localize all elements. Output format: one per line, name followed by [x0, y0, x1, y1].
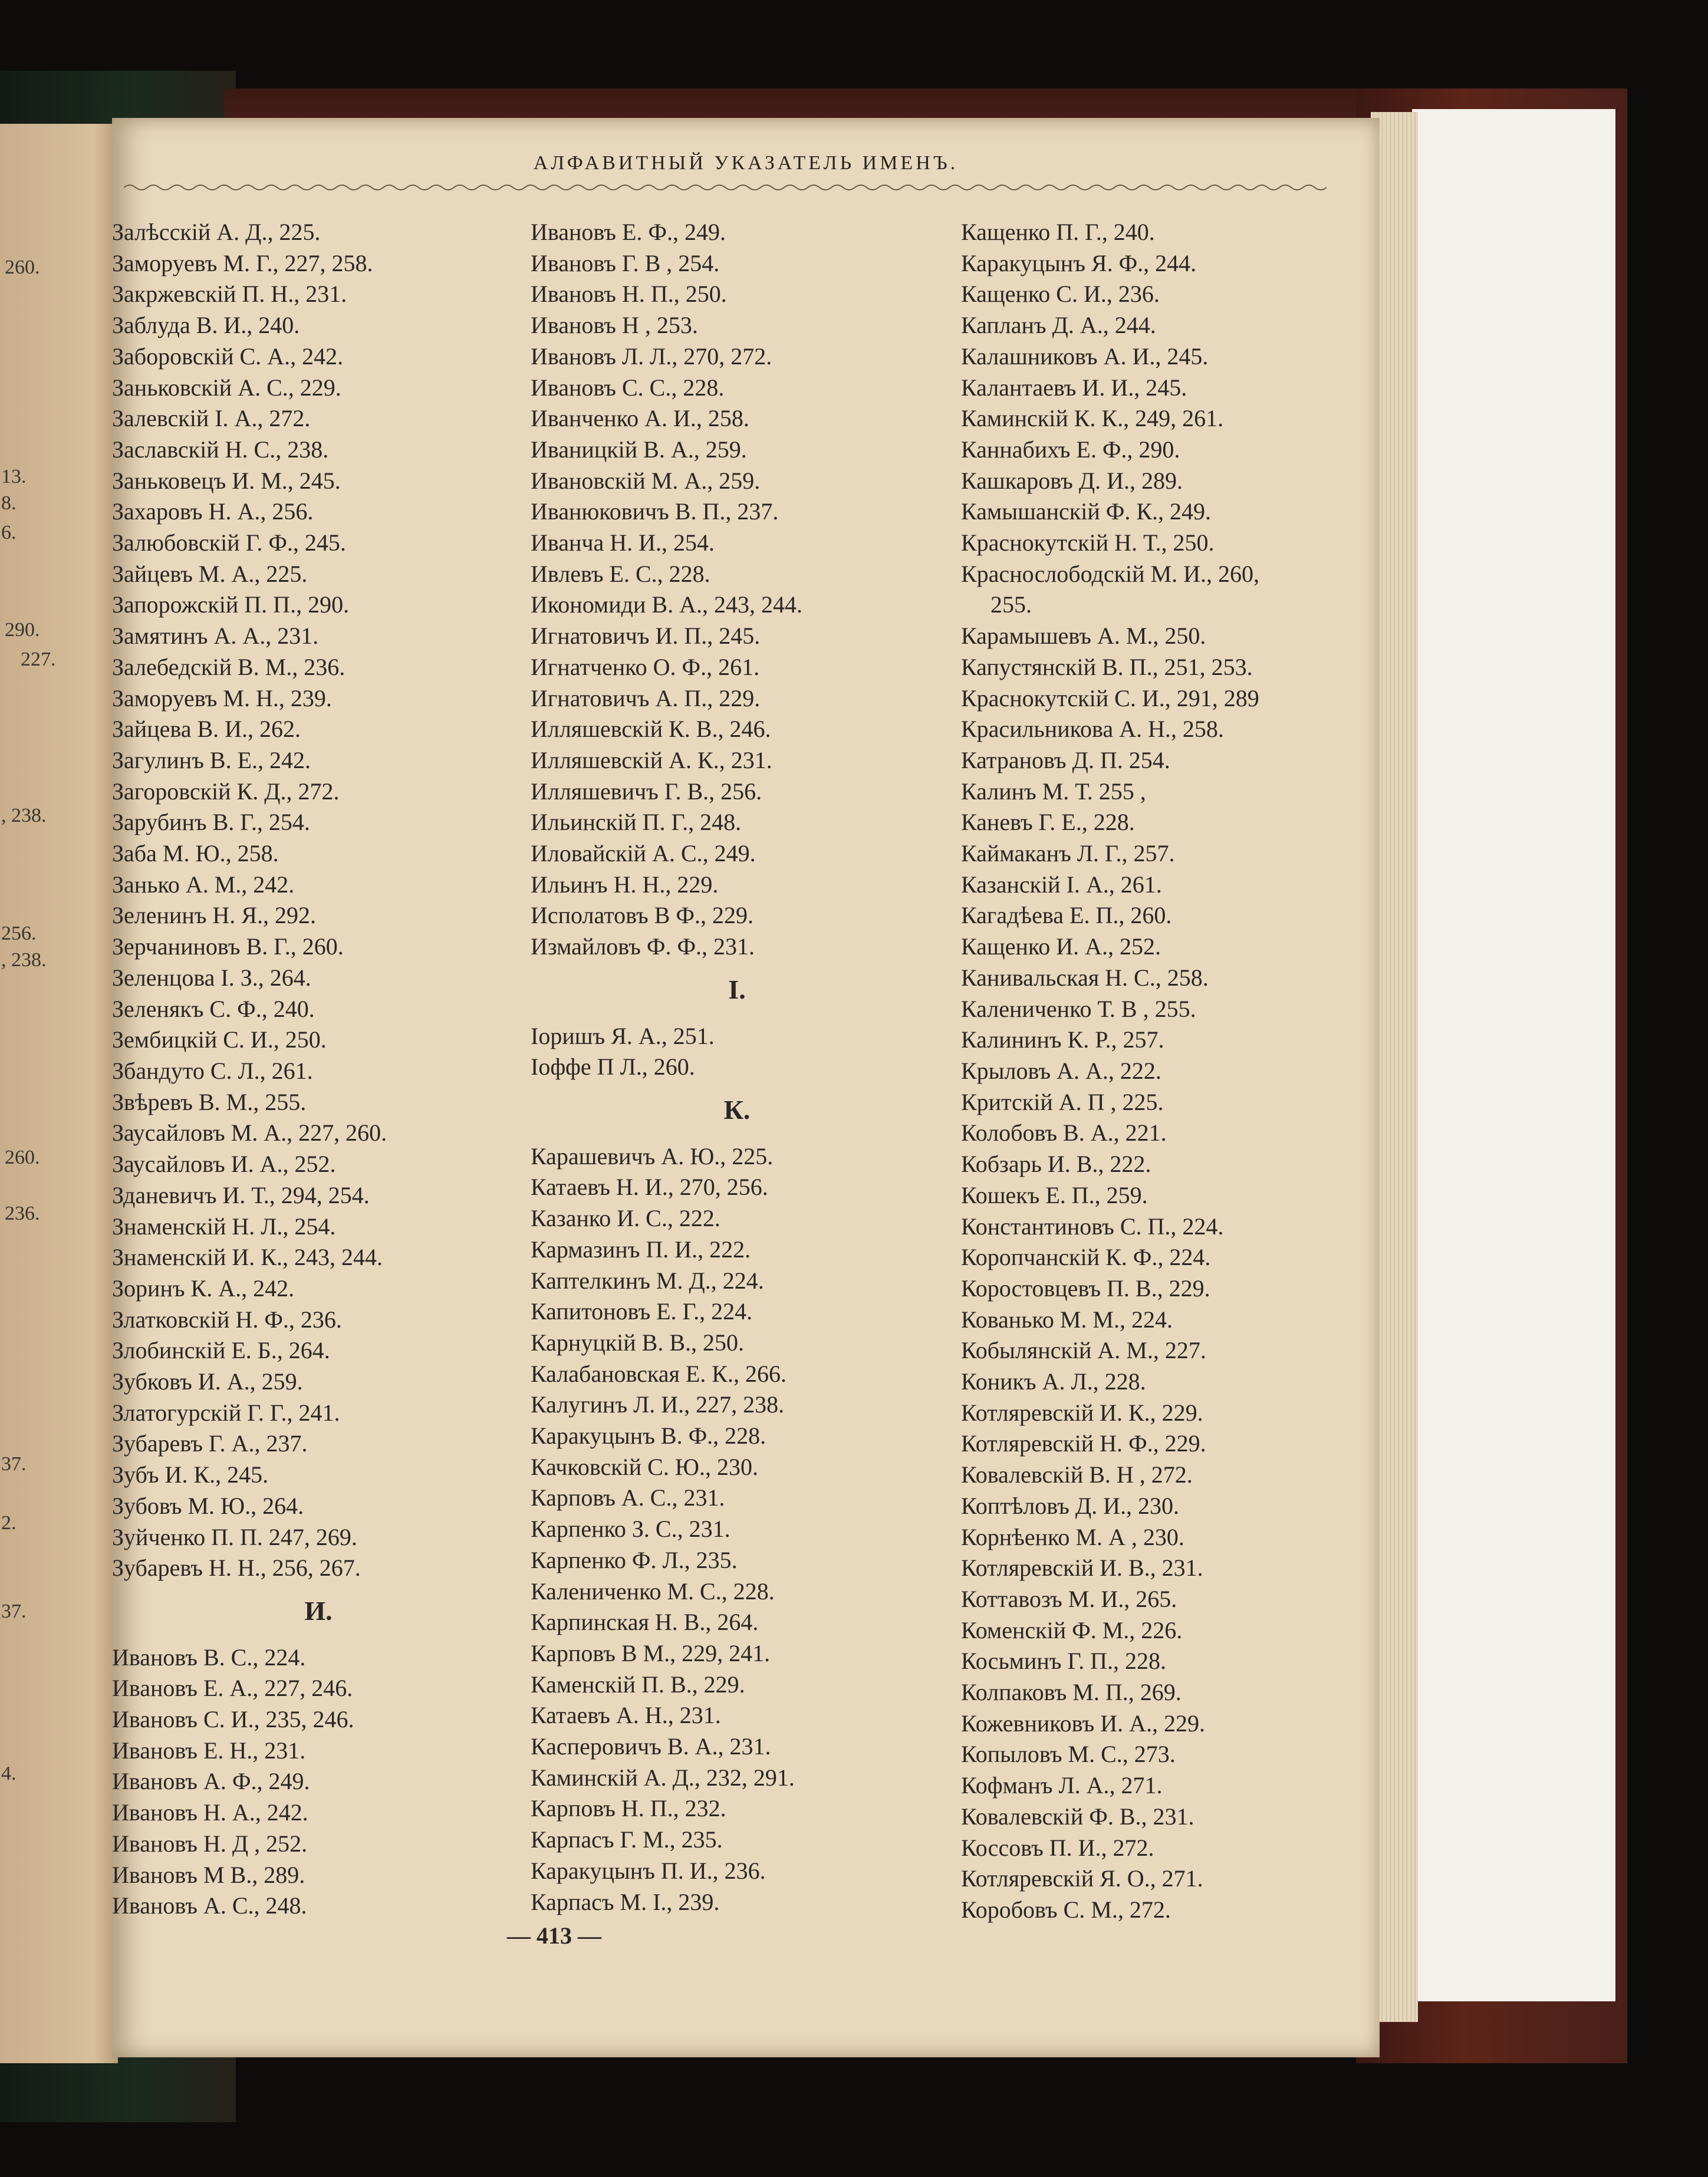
left-fragment: 236. [5, 1203, 40, 1224]
index-entry: Запорожскій П. П., 290. [112, 591, 350, 618]
index-entry: Ковалевскій Ф. В., 231. [961, 1803, 1194, 1830]
index-entry: Зубаревъ Г. А., 237. [112, 1430, 308, 1457]
index-entry: Капустянскій В. П., 251, 253. [961, 653, 1253, 680]
index-entry: Кобылянскій А. М., 227. [961, 1337, 1206, 1364]
index-entry: Заньковскій А. С., 229. [112, 374, 341, 401]
index-entry: Исполатовъ В Ф., 229. [531, 902, 754, 929]
index-entry: Калениченко Т. В , 255. [961, 995, 1196, 1022]
index-entry: Карповъ В М., 229, 241. [531, 1639, 771, 1666]
index-entry: Илляшевскій К. В., 246. [531, 716, 771, 743]
index-entry: Кашкаровъ Д. И., 289. [961, 467, 1183, 494]
index-entry: Каннабихъ Е. Ф., 290. [961, 436, 1180, 463]
index-entry: Карнуцкій В. В., 250. [531, 1329, 745, 1356]
index-entry: Карповъ А. С., 231. [531, 1484, 725, 1511]
index-entry: Каневъ Г. Е., 228. [961, 809, 1135, 836]
index-entry: Калининъ К. Р., 257. [961, 1026, 1164, 1053]
index-entry: Зарубинъ В. Г., 254. [112, 809, 310, 836]
index-entry: Карповъ Н. П., 232. [531, 1795, 726, 1822]
index-entry: Кащенко И. А., 252. [961, 933, 1161, 960]
index-entry: Котляревскій Н. Ф., 229. [961, 1430, 1206, 1457]
index-entry: Зубовъ М. Ю., 264. [112, 1492, 304, 1519]
index-entry: Иванча Н. И., 254. [531, 529, 715, 556]
left-fragment: 8. [1, 492, 17, 514]
index-entry: Заба М. Ю., 258. [112, 840, 279, 867]
index-entry: Ивановъ Н. П., 250. [531, 281, 727, 308]
left-fragment: 6. [1, 522, 17, 544]
index-entry: Карпасъ М. І., 239. [531, 1888, 720, 1915]
entries-k-cont [961, 217, 1374, 589]
index-entry: Ивановъ Г. В , 254. [531, 249, 720, 276]
index-entry: Камышанскій Ф. К., 249. [961, 498, 1212, 525]
left-fragment: , 238. [1, 949, 47, 971]
index-entry: Іоришъ Я. А., 251. [531, 1022, 715, 1049]
index-entry: Карпасъ Г. М., 235. [531, 1826, 723, 1853]
index-entry: Зеленякъ С. Ф., 240. [112, 995, 315, 1022]
index-entry: Занько А. М., 242. [112, 871, 295, 898]
index-entry: Заславскій Н. С., 238. [112, 436, 329, 463]
index-entry: Заборовскій С. А., 242. [112, 342, 344, 370]
index-entry: Звѣревъ В. М., 255. [112, 1088, 307, 1115]
index-entry: Каракуцынъ П. И., 236. [531, 1857, 766, 1884]
index-entry: Зданевичъ И. Т., 294, 254. [112, 1181, 370, 1208]
index-entry: Кащенко П. Г., 240. [961, 219, 1155, 245]
index-entry: Зерчаниновъ В. Г., 260. [112, 933, 344, 960]
index-entry: Краснокутскій Н. Т., 250. [961, 529, 1215, 556]
left-fragment: 2. [1, 1512, 17, 1534]
index-entry: Каракуцынъ Я. Ф., 244. [961, 249, 1197, 276]
left-fragment: 260. [5, 1147, 40, 1168]
index-entry: Ивановъ А. С., 248. [112, 1892, 307, 1919]
index-entry: Красильникова А. Н., 258. [961, 716, 1224, 743]
index-entry: Игнатовичъ А. П., 229. [531, 684, 761, 712]
index-entry: Загулинъ В. Е., 242. [112, 746, 311, 773]
index-entry: Калашниковъ А. И., 245. [961, 342, 1209, 370]
index-entry: Кагадѣева Е. П., 260. [961, 902, 1172, 929]
index-entry: Ивановъ Е. Ф., 249. [531, 219, 726, 245]
index-entry: Карпенко Ф. Л., 235. [531, 1546, 738, 1573]
index-entry: Ивановъ Е. А., 227, 246. [112, 1675, 353, 1702]
index-entry: Кожевниковъ И. А., 229. [961, 1710, 1206, 1737]
decorative-wavy-rule [124, 182, 1327, 193]
index-entry: Измайловъ Ф. Ф., 231. [531, 933, 755, 960]
index-entry: Касперовичъ В. А., 231. [531, 1733, 771, 1760]
index-entry: Карамышевъ А. М., 250. [961, 623, 1206, 650]
index-entry: Зайцевъ М. А., 225. [112, 560, 308, 587]
index-entry: Коникъ А. Л., 228. [961, 1368, 1146, 1395]
index-entry: Ивановъ В. С., 224. [112, 1644, 306, 1671]
index-entry: Заньковецъ И. М., 245. [112, 467, 341, 494]
index-entry: Кошекъ Е. П., 259. [961, 1181, 1148, 1208]
index-entry: Калугинъ Л. И., 227, 238. [531, 1391, 785, 1418]
index-entry: Залебедскій В. М., 236. [112, 653, 345, 680]
index-entry: Критскій А. П , 225. [961, 1088, 1164, 1115]
index-entry: Коттавозъ М. И., 265. [961, 1585, 1177, 1612]
entries-z [112, 217, 525, 1584]
index-entry: Коростовцевъ П. В., 229. [961, 1274, 1210, 1302]
index-entry: Карпинская Н. В., 264. [531, 1609, 759, 1636]
index-entry: Ивановъ С. С., 228. [531, 374, 725, 401]
index-entry: Кофманъ Л. А., 271. [961, 1772, 1163, 1799]
column-1 [112, 217, 525, 1922]
index-entry: Захаровъ Н. А., 256. [112, 498, 314, 525]
index-entry: Кащенко С. И., 236. [961, 281, 1160, 308]
index-entry: Іоффе П Л., 260. [531, 1053, 695, 1081]
index-entry: Котляревскій И. В., 231. [961, 1554, 1203, 1582]
index-entry: Ивановскій М. А., 259. [531, 467, 761, 494]
entries-i-cont [531, 217, 943, 963]
index-entry: Карашевичъ А. Ю., 225. [531, 1142, 774, 1170]
index-entry: Ивановъ Н , 253. [531, 312, 698, 339]
entries-k-cont-2 [961, 621, 1374, 1926]
index-entry: Капитоновъ Е. Г., 224. [531, 1298, 753, 1325]
index-entry: Игнатовичъ И. П., 245. [531, 623, 761, 650]
index-entry: Ивановъ М В., 289. [112, 1861, 305, 1888]
index-entry: Закржевскій П. Н., 231. [112, 281, 347, 308]
index-entry: Коссовъ П. И., 272. [961, 1834, 1154, 1861]
index-entry: Крыловъ А. А., 222. [961, 1057, 1161, 1084]
index-entry: Колобовъ В. А., 221. [961, 1119, 1167, 1147]
index-entry: Карпенко З. С., 231. [531, 1516, 730, 1543]
index-entry: Ильинскій П. Г., 248. [531, 809, 742, 836]
index-entry: Качковскій С. Ю., 230. [531, 1453, 758, 1480]
entries-i-dot [531, 1021, 943, 1083]
index-entry: Иловайскій А. С., 249. [531, 840, 756, 867]
index-entry: Косьминъ Г. П., 228. [961, 1648, 1166, 1675]
index-entry: Иваницкій В. А., 259. [531, 436, 747, 463]
index-entry: Зелeнинъ Н. Я., 292. [112, 902, 316, 929]
entries-i [112, 1642, 525, 1922]
left-fragment: 37. [1, 1600, 27, 1622]
index-entry: Иванченко А. И., 258. [531, 405, 749, 432]
left-fragment: 290. [5, 619, 40, 641]
index-entry: Калениченко М. С., 228. [531, 1577, 775, 1605]
index-entry: Катаевъ Н. И., 270, 256. [531, 1174, 768, 1201]
index-entry: Калабановская Е. К., 266. [531, 1360, 786, 1387]
letter-heading-i: И. [304, 1595, 333, 1626]
index-entry: Кованько М. М., 224. [961, 1306, 1173, 1333]
left-fragment: 37. [1, 1453, 27, 1475]
index-entry: Знаменскій Н. Л., 254. [112, 1213, 336, 1240]
index-entry: Ивановъ С. И., 235, 246. [112, 1706, 354, 1733]
page-number: — 413 — [507, 1922, 601, 1949]
column-3 [961, 217, 1374, 1926]
index-entry: Знаменскій И. К., 243, 244. [112, 1244, 383, 1271]
index-entry: Коменскій Ф. М., 226. [961, 1616, 1183, 1644]
index-entry: Злобинскій Е. Б., 264. [112, 1337, 330, 1364]
index-entry: Каптелкинъ М. Д., 224. [531, 1267, 764, 1294]
index-entry: Зубаревъ Н. Н., 256, 267. [112, 1554, 361, 1582]
letter-heading-k: К. [723, 1094, 751, 1125]
index-entry: Замятинъ А. А., 231. [112, 623, 319, 650]
index-entry: Константиновъ С. П., 224. [961, 1213, 1224, 1240]
index-page [112, 118, 1380, 2057]
index-entry: Каменскій П. В., 229. [531, 1671, 745, 1698]
index-entry: Заусайловъ М. А., 227, 260. [112, 1119, 387, 1147]
index-entry: Колпаковъ М. П., 269. [961, 1679, 1182, 1706]
index-entry: Зуйченко П. П. 247, 269. [112, 1523, 357, 1550]
index-entry: Капланъ Д. А., 244. [961, 312, 1156, 339]
index-entry: Каймаканъ Л. Г., 257. [961, 840, 1175, 867]
index-entry: Копыловъ М. С., 273. [961, 1741, 1176, 1768]
index-entry: Ивановъ Н. А., 242. [112, 1799, 308, 1826]
index-entry: Игнатченко О. Ф., 261. [531, 653, 760, 680]
left-page-fragments [0, 124, 118, 2063]
left-fragment: , 238. [1, 805, 47, 826]
index-entry: Корнѣенко М. А , 230. [961, 1523, 1184, 1550]
left-fragment: 256. [1, 923, 37, 944]
index-entry: Краснослободскій М. И., 260, [961, 560, 1260, 587]
index-entry: Илляшевичъ Г. В., 256. [531, 778, 762, 805]
index-entry: Златогурскій Г. Г., 241. [112, 1399, 340, 1426]
index-entry: Ивановъ Л. Л., 270, 272. [531, 342, 772, 370]
index-entry: Икономиди В. А., 243, 244. [531, 591, 802, 618]
index-entry: Каминскій К. К., 249, 261. [961, 405, 1224, 432]
index-entry: Залюбовскій Г. Ф., 245. [112, 529, 346, 556]
white-backing-card [1412, 109, 1615, 2001]
index-entry: Каминскій А. Д., 232, 291. [531, 1764, 795, 1791]
index-entry: Ковалевскій В. Н , 272. [961, 1461, 1193, 1488]
index-entry: Збандуто С. Л., 261. [112, 1057, 313, 1084]
column-2 [531, 217, 943, 1918]
index-entry: Коробовъ С. М., 272. [961, 1896, 1171, 1923]
index-entry: Кобзарь И. В., 222. [961, 1151, 1151, 1178]
index-entry: Ивановъ А. Ф., 249. [112, 1768, 310, 1795]
index-entry: Зеленцова І. З., 264. [112, 964, 311, 991]
index-entry: Ильинъ Н. Н., 229. [531, 871, 719, 898]
index-entry: Калинъ М. Т. 255 , [961, 778, 1146, 805]
index-entry: Коропчанскій К. Ф., 224. [961, 1244, 1211, 1271]
left-fragment: 4. [1, 1763, 17, 1784]
index-entry: Канивальская Н. С., 258. [961, 964, 1209, 991]
index-entry: Заусайловъ И. А., 252. [112, 1151, 336, 1178]
index-entry: Заморуевъ М. Н., 239. [112, 684, 332, 712]
index-entry: Котляревскій Я. О., 271. [961, 1865, 1203, 1892]
left-fragment: 260. [5, 256, 40, 278]
index-entry: Иванюковичъ В. П., 237. [531, 498, 779, 525]
index-entry: Ивлевъ Е. С., 228. [531, 560, 710, 587]
index-entry: Илляшевскій А. К., 231. [531, 746, 772, 773]
index-entry: Зубъ И. К., 245. [112, 1461, 269, 1488]
left-fragment: 227. [21, 648, 56, 670]
index-entry: Златковскій Н. Ф., 236. [112, 1306, 342, 1333]
index-entry: Ивановъ Е. Н., 231. [112, 1737, 306, 1764]
index-entry: Казанко И. С., 222. [531, 1205, 720, 1232]
index-entry: Кармазинъ П. И., 222. [531, 1236, 751, 1263]
index-entry: Котляревскій И. К., 229. [961, 1399, 1203, 1426]
index-entry: Ивановъ Н. Д , 252. [112, 1830, 308, 1857]
index-entry: Каракуцынъ В. Ф., 228. [531, 1422, 766, 1450]
entry-continuation: 255. [990, 591, 1032, 618]
index-entry: Заблуда В. И., 240. [112, 312, 300, 339]
index-entry: Краснокутскій С. И., 291, 289 [961, 684, 1259, 712]
index-entry: Коптѣловъ Д. И., 230. [961, 1492, 1179, 1519]
index-entry: Зайцева В. И., 262. [112, 716, 301, 743]
index-entry: Заморуевъ М. Г., 227, 258. [112, 249, 373, 276]
letter-heading-i-dot: І. [728, 974, 746, 1004]
index-entry: Залѣсскій А. Д., 225. [112, 219, 321, 245]
index-entry: Калантаевъ И. И., 245. [961, 374, 1187, 401]
left-page [0, 124, 118, 2063]
index-entry: Загоровскій К. Д., 272. [112, 778, 340, 805]
index-entry: Зоринъ К. А., 242. [112, 1274, 295, 1302]
entries-k [531, 1141, 943, 1918]
index-entry: Зубковъ И. А., 259. [112, 1368, 303, 1395]
index-entry: Зембицкій С. И., 250. [112, 1026, 327, 1053]
index-entry: Казанскій І. А., 261. [961, 871, 1162, 898]
index-entry: Катаевъ А. Н., 231. [531, 1702, 721, 1729]
index-entry: Катрановъ Д. П. 254. [961, 746, 1170, 773]
index-entry: Залевскій І. А., 272. [112, 405, 311, 432]
left-fragment: 13. [1, 466, 27, 488]
running-head: АЛФАВИТНЫЙ УКАЗАТЕЛЬ ИМЕНЪ. [533, 152, 959, 174]
